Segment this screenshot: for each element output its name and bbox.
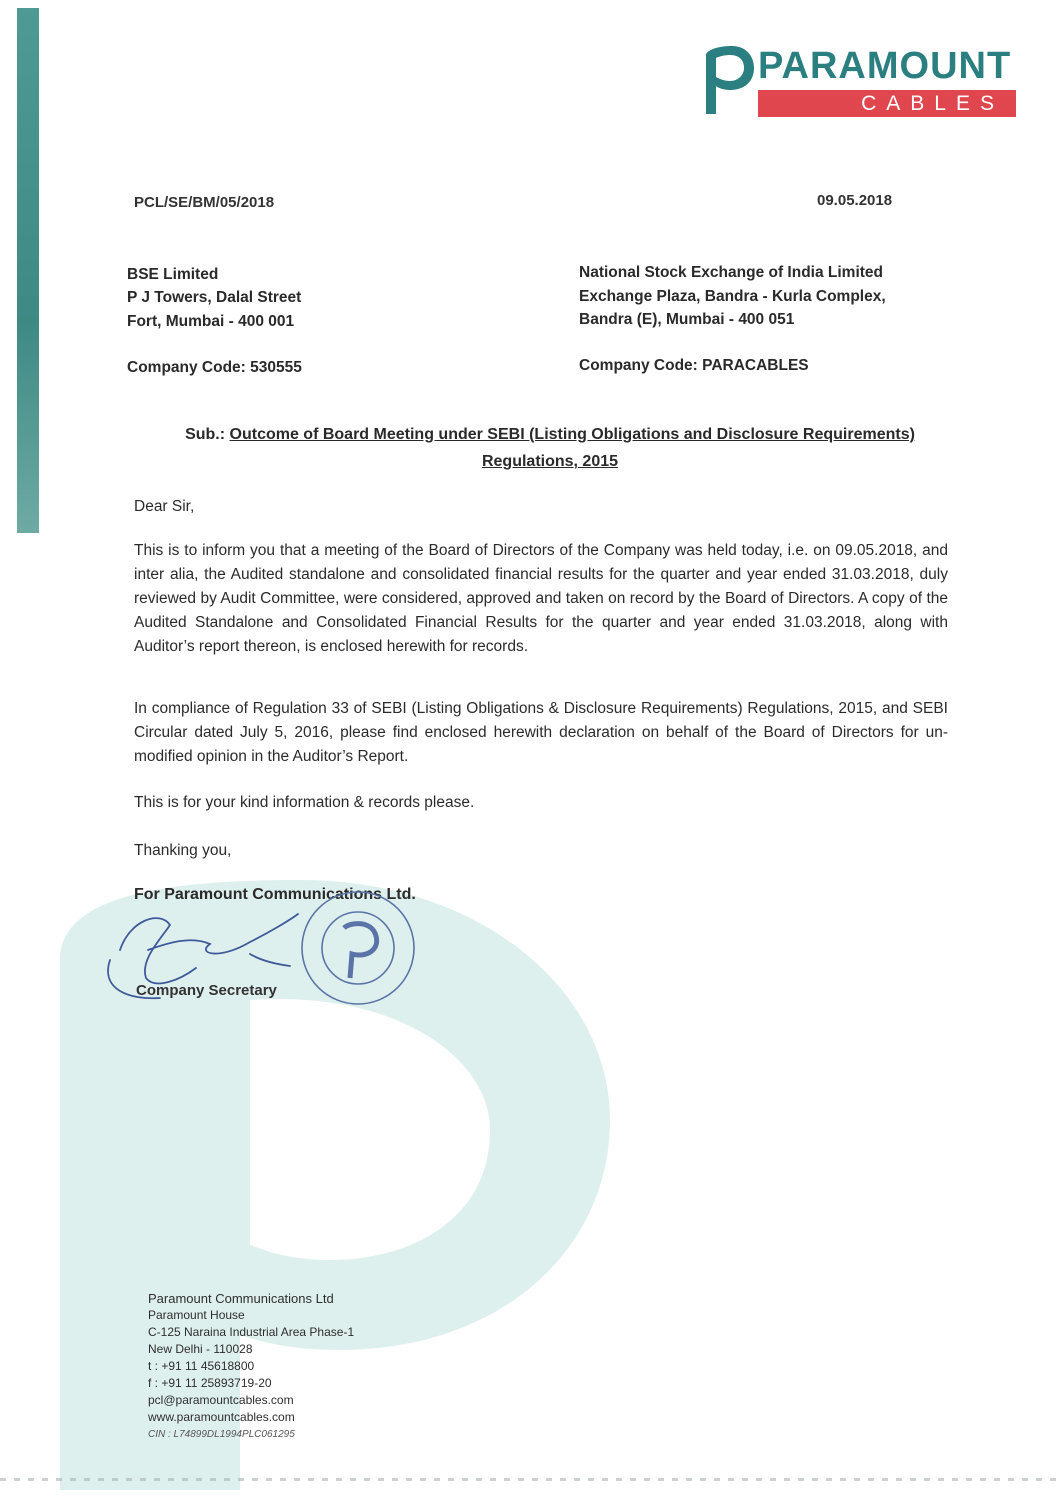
company-seal-icon <box>302 892 414 1004</box>
salutation: Dear Sir, <box>134 498 195 515</box>
nse-company-code: Company Code: PARACABLES <box>579 357 809 374</box>
footer-website: www.paramountcables.com <box>148 1410 295 1424</box>
reference-number: PCL/SE/BM/05/2018 <box>134 194 275 211</box>
signatory-company: For Paramount Communications Ltd. <box>134 886 416 903</box>
nse-address-line1: Exchange Plaza, Bandra - Kurla Complex, <box>579 288 886 305</box>
nse-address-line2: Bandra (E), Mumbai - 400 051 <box>579 311 795 328</box>
footer-address <box>148 1290 354 1443</box>
subject-line-2 <box>120 449 980 475</box>
footer-company: Paramount Communications Ltd <box>148 1291 334 1306</box>
logo-brand-text: PARAMOUNT <box>758 45 1012 87</box>
logo-cables-text: CABLES <box>861 92 1004 115</box>
closing: Thanking you, <box>134 842 232 859</box>
paragraph-3: This is for your kind information & records please. <box>134 794 475 811</box>
signatory-designation: Company Secretary <box>136 982 277 999</box>
scan-edge-artifact <box>0 1478 1058 1481</box>
logo-cables-bar <box>758 90 1016 117</box>
nse-name: National Stock Exchange of India Limited <box>579 264 884 281</box>
company-logo <box>700 40 1020 120</box>
footer-building: Paramount House <box>148 1308 245 1322</box>
subject-text-line1: Outcome of Board Meeting under SEBI (Listing Obligations and Disclosure Requirements) <box>229 426 915 443</box>
signature-and-seal <box>100 880 440 1020</box>
footer-city: New Delhi - 110028 <box>148 1342 253 1356</box>
footer-phone: t : +91 11 45618800 <box>148 1359 255 1373</box>
subject-line <box>120 422 980 448</box>
bse-address-line1: P J Towers, Dalal Street <box>127 289 302 306</box>
footer-cin: CIN : L74899DL1994PLC061295 <box>148 1429 295 1440</box>
subject-prefix: Sub.: <box>185 426 226 443</box>
footer-street: C-125 Naraina Industrial Area Phase-1 <box>148 1325 355 1339</box>
footer-fax: f : +91 11 25893719-20 <box>148 1376 272 1390</box>
letter-date: 09.05.2018 <box>817 192 893 209</box>
logo-p-icon <box>700 44 756 116</box>
bse-company-code: Company Code: 530555 <box>127 359 302 376</box>
bse-address-line2: Fort, Mumbai - 400 001 <box>127 313 295 330</box>
paragraph-2: In compliance of Regulation 33 of SEBI (Listing Obligations & Disclosure Requirements) Regulations, 2015, and SEBI Circular dated July 5, 2016, please find enclosed herewith declaration on behalf of the Board of Directors for un-modified opinion in the Auditor’s Report. <box>134 700 948 765</box>
paragraph-1: This is to inform you that a meeting of the Board of Directors of the Company was held today, i.e. on 09.05.2018, and inter alia, the Audited standalone and consolidated financial results for the quarter and year ended 31.03.2018, duly reviewed by Audit Committee, were considered, approved and taken on record by the Board of Directors. A copy of the Audited Standalone and Consolidated Financial Results for the quarter and year ended 31.03.2018, along with Auditor’s report thereon, is enclosed herewith for records. <box>134 542 948 655</box>
bse-name: BSE Limited <box>127 266 219 283</box>
footer-email: pcl@paramountcables.com <box>148 1393 294 1407</box>
subject-text-line2: Regulations, 2015 <box>481 453 619 470</box>
